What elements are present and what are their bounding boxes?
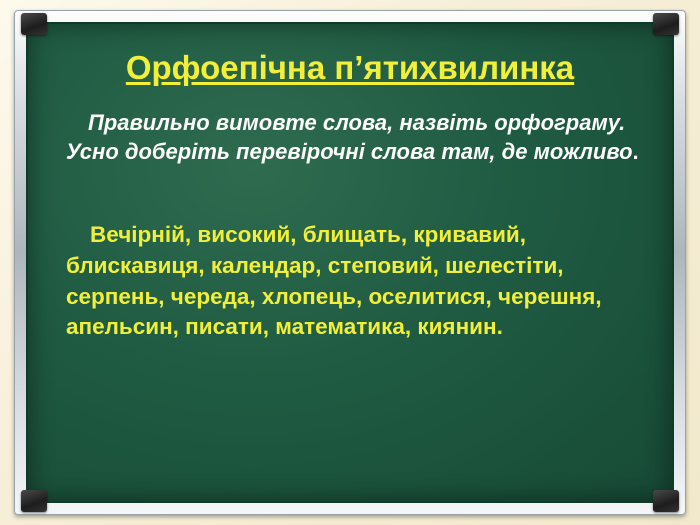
word-list: Вечірній, високий, блищать, кривавий, блискавиця, календар, степовий, шелестіти, серпень, череда, хлопець, оселитися, черешня, апельсин, писати, математика, киянин. [66,222,602,340]
corner-bracket-top-left [21,13,47,35]
slide-content [28,24,672,501]
corner-bracket-top-right [653,13,679,35]
page-title: Орфоепічна п’ятихвилинка [125,49,575,86]
corner-bracket-bottom-right [653,490,679,512]
corner-bracket-bottom-left [21,490,47,512]
chalkboard-frame [14,10,686,515]
instruction-text: Правильно вимовте слова, назвіть орфограму. Усно доберіть перевірочні слова там, де можливо [66,110,633,165]
instruction-period: . [632,139,639,165]
instruction-paragraph [66,108,642,166]
chalkboard-surface [26,22,674,503]
